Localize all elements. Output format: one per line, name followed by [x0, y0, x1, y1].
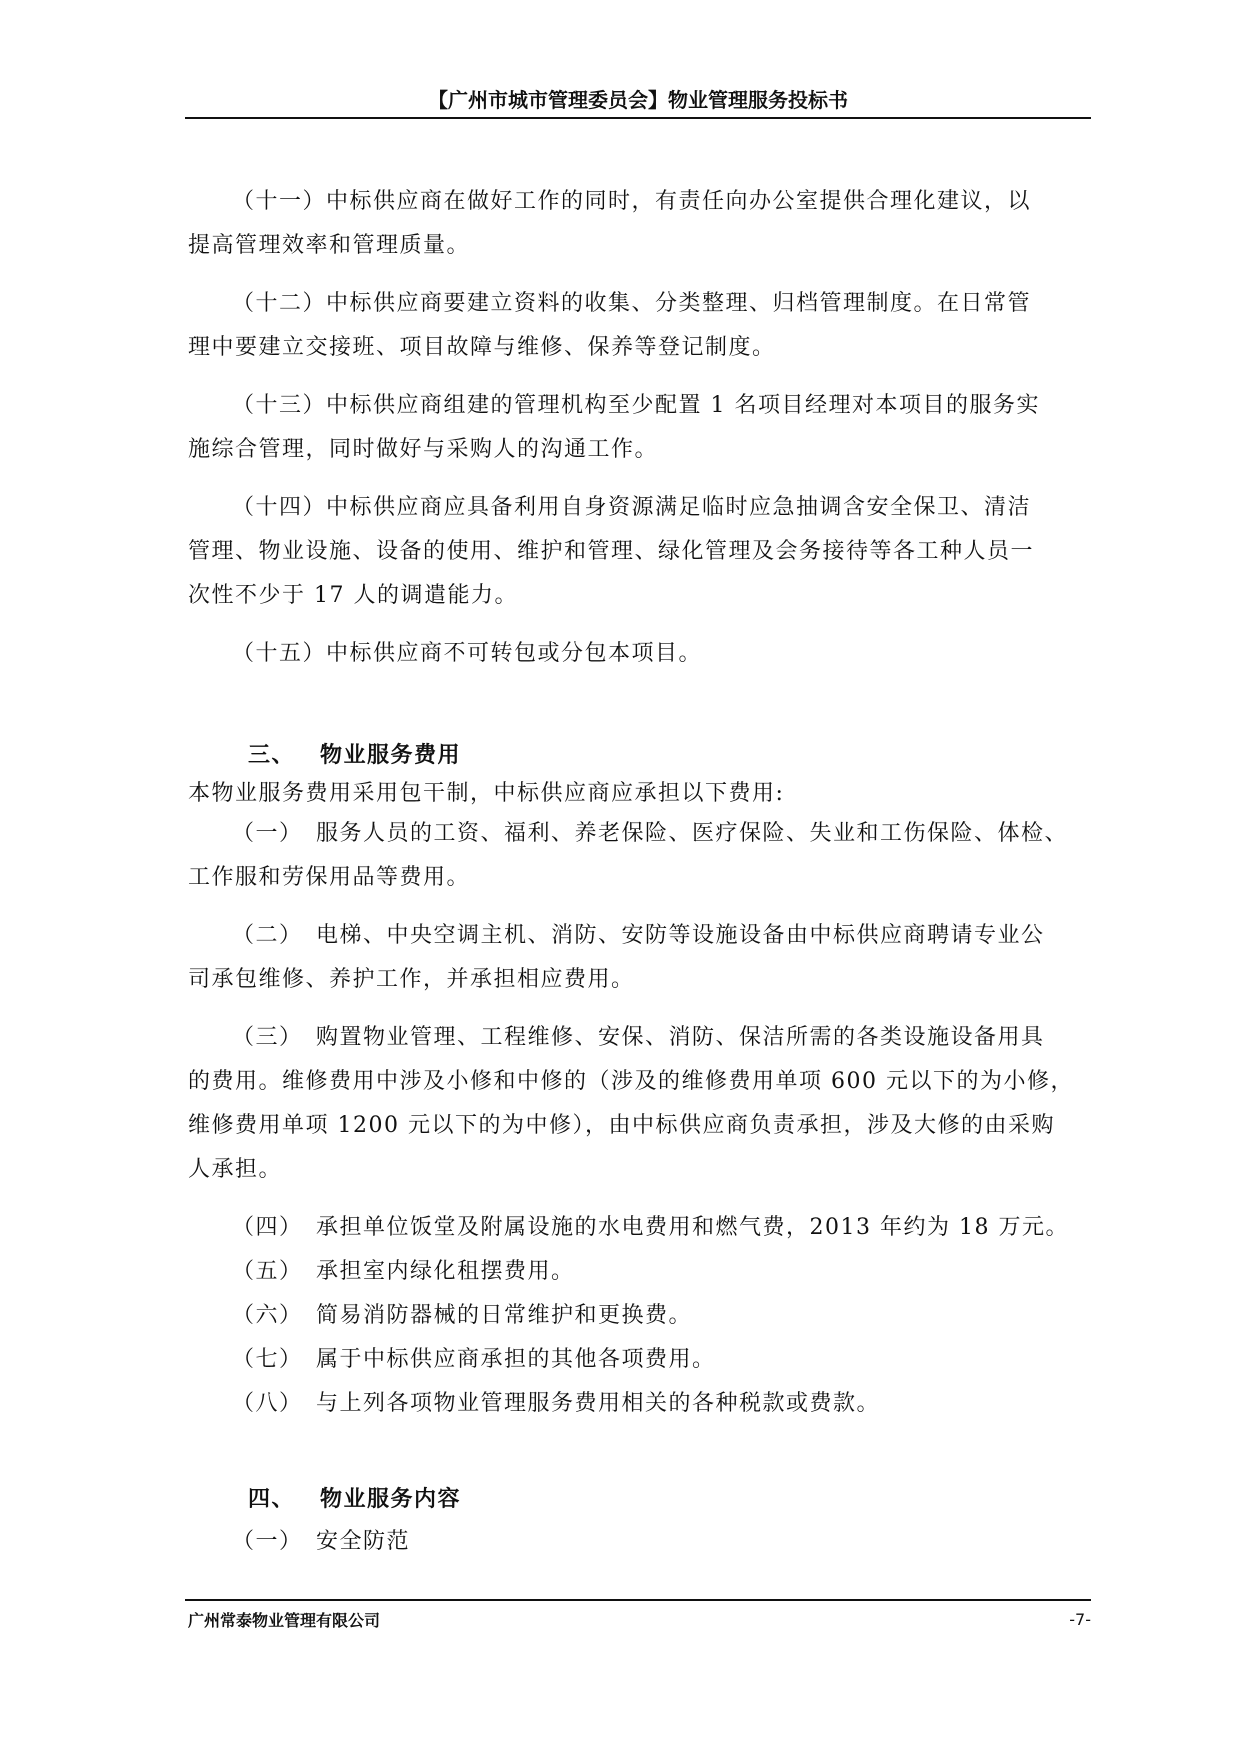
footer-divider	[185, 1599, 1091, 1601]
fee-item	[188, 1206, 1088, 1250]
item-text: 与上列各项物业管理服务费用相关的各种税款或费款。	[316, 1391, 881, 1416]
item-index: （七）	[232, 1347, 303, 1372]
clause-line: 管理、物业设施、设备的使用、维护和管理、绿化管理及会务接待等各工种人员一	[188, 539, 1035, 564]
item-text: 属于中标供应商承担的其他各项费用。	[316, 1347, 716, 1372]
fee-item	[188, 1382, 1088, 1426]
footer-company: 广州常泰物业管理有限公司	[188, 1611, 381, 1630]
item-text: 工作服和劳保用品等费用。	[188, 865, 471, 890]
item-text: 维修费用单项 1200 元以下的为中修），由中标供应商负责承担，涉及大修的由采购	[188, 1113, 1055, 1138]
clause	[188, 632, 1088, 676]
clause-line: （十五）中标供应商不可转包或分包本项目。	[232, 641, 703, 666]
clause-line: （十三）中标供应商组建的管理机构至少配置 1 名项目经理对本项目的服务实	[232, 393, 1040, 418]
clause	[188, 180, 1088, 268]
fee-item	[188, 1294, 1088, 1338]
clause-line: （十四）中标供应商应具备利用自身资源满足临时应急抽调含安全保卫、清洁	[232, 495, 1032, 520]
section-title: 物业服务费用	[320, 743, 462, 768]
content-item	[188, 1520, 1088, 1564]
item-index: （八）	[232, 1391, 303, 1416]
header-divider	[185, 117, 1091, 119]
document-body	[188, 180, 1088, 1564]
item-index: （四）	[232, 1215, 303, 1240]
clause	[188, 384, 1088, 472]
fee-item	[188, 1016, 1088, 1192]
section-heading	[188, 1480, 1088, 1520]
item-text: 简易消防器械的日常维护和更换费。	[316, 1303, 693, 1328]
item-index: （一）	[232, 821, 303, 846]
fee-item	[188, 812, 1088, 900]
item-text: 电梯、中央空调主机、消防、安防等设施设备由中标供应商聘请专业公	[316, 923, 1045, 948]
fee-item	[188, 914, 1088, 1002]
clause-line: 次性不少于 17 人的调遣能力。	[188, 583, 518, 608]
item-index: （五）	[232, 1259, 303, 1284]
item-text: 承担单位饭堂及附属设施的水电费用和燃气费，2013 年约为 18 万元。	[316, 1215, 1069, 1240]
section-heading	[188, 736, 1088, 776]
clause-line: （十一）中标供应商在做好工作的同时，有责任向办公室提供合理化建议，以	[232, 189, 1032, 214]
clause	[188, 486, 1088, 618]
fee-item	[188, 1250, 1088, 1294]
item-index: （二）	[232, 923, 303, 948]
clause	[188, 282, 1088, 370]
item-text: 服务人员的工资、福利、养老保险、医疗保险、失业和工伤保险、体检、	[316, 821, 1069, 846]
section-title: 物业服务内容	[320, 1487, 462, 1512]
clause-line: 提高管理效率和管理质量。	[188, 233, 471, 258]
item-text: 司承包维修、养护工作，并承担相应费用。	[188, 967, 635, 992]
section-number: 三、	[248, 743, 296, 768]
item-index: （六）	[232, 1303, 303, 1328]
page-header-title: 【广州市城市管理委员会】物业管理服务投标书	[428, 88, 848, 112]
item-index: （一）	[232, 1529, 303, 1554]
section-intro: 本物业服务费用采用包干制，中标供应商应承担以下费用:	[188, 781, 785, 806]
fee-item	[188, 1338, 1088, 1382]
clause-line: （十二）中标供应商要建立资料的收集、分类整理、归档管理制度。在日常管	[232, 291, 1032, 316]
item-text: 承担室内绿化租摆费用。	[316, 1259, 575, 1284]
page-number: -7-	[1069, 1610, 1091, 1629]
item-index: （三）	[232, 1025, 303, 1050]
item-text: 的费用。维修费用中涉及小修和中修的（涉及的维修费用单项 600 元以下的为小修，	[188, 1069, 1074, 1094]
item-text: 购置物业管理、工程维修、安保、消防、保洁所需的各类设施设备用具	[316, 1025, 1045, 1050]
item-text: 人承担。	[188, 1157, 283, 1182]
item-text: 安全防范	[316, 1529, 411, 1554]
clause-line: 施综合管理，同时做好与采购人的沟通工作。	[188, 437, 659, 462]
section-number: 四、	[248, 1487, 296, 1512]
clause-line: 理中要建立交接班、项目故障与维修、保养等登记制度。	[188, 335, 776, 360]
